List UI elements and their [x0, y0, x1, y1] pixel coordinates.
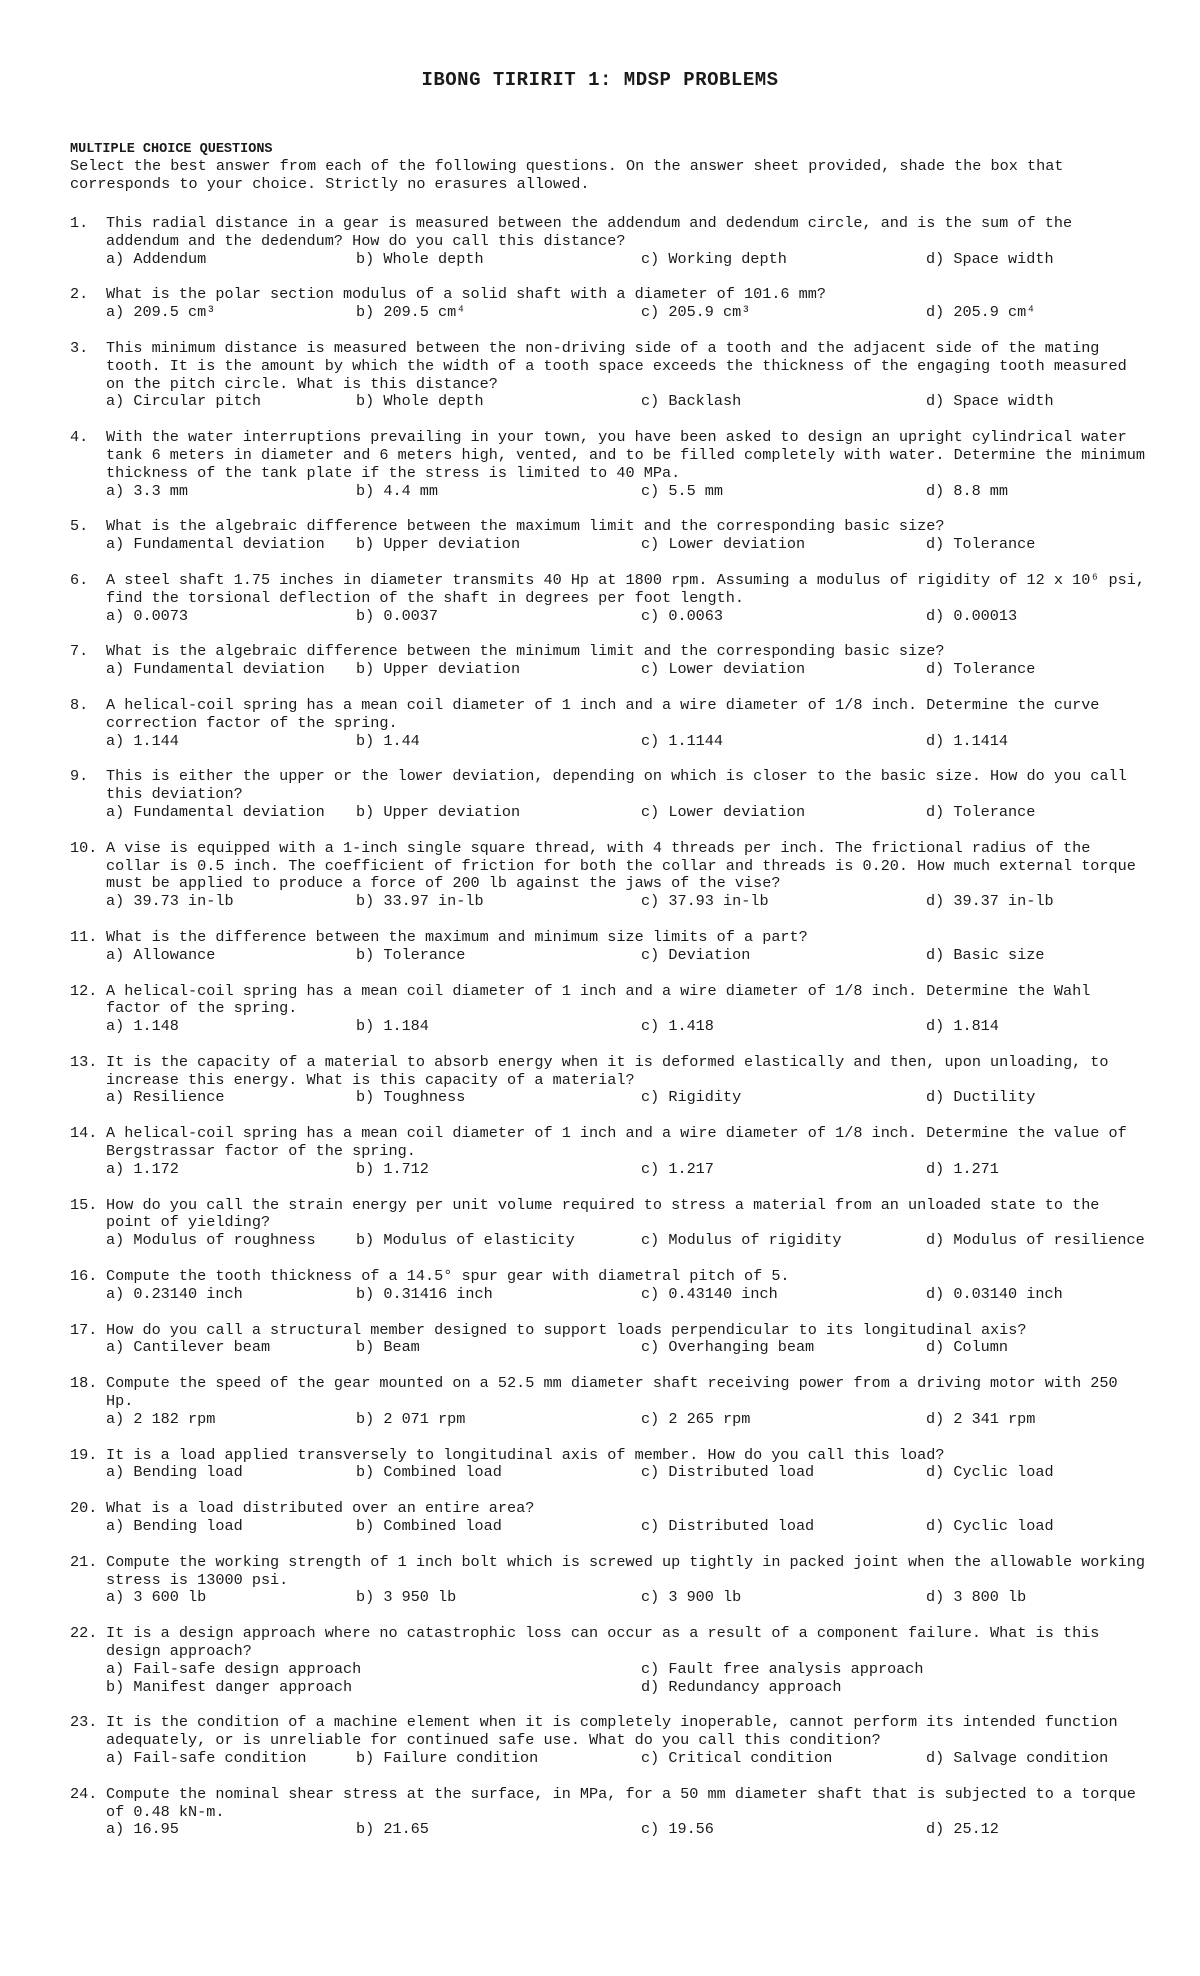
answer-options — [106, 1411, 1145, 1429]
answer-option: a) 3.3 mm — [106, 481, 189, 500]
question-number: 10. — [70, 838, 98, 857]
answer-option: c) 19.56 — [641, 1820, 714, 1839]
question-number: 22. — [70, 1624, 98, 1643]
question-item — [70, 697, 1145, 750]
answer-options — [106, 661, 1145, 679]
answer-option: a) Bending load — [106, 1463, 243, 1482]
question-item — [70, 1125, 1145, 1178]
answer-option: a) Fundamental deviation — [106, 802, 325, 821]
answer-options — [106, 1750, 1145, 1768]
question-text: It is the condition of a machine element when it is completely inoperable, cannot perform its intended function adequately, or is unreliable for continued safe use. What do you call this condition? — [106, 1713, 1118, 1750]
answer-option: d) 25.12 — [926, 1820, 999, 1839]
answer-option: b) Whole depth — [356, 249, 484, 268]
question-number: 8. — [70, 695, 89, 714]
question-text: What is the difference between the maximum and minimum size limits of a part? — [106, 927, 808, 946]
answer-option: c) Rigidity — [641, 1088, 742, 1107]
answer-option: c) Deviation — [641, 945, 751, 964]
question-item — [70, 1054, 1145, 1107]
question-text: What is the algebraic difference between the minimum limit and the corresponding basic size? — [106, 642, 945, 661]
answer-option: b) 1.712 — [356, 1159, 429, 1178]
answer-option: d) 2 341 rpm — [926, 1409, 1036, 1428]
question-number: 16. — [70, 1267, 98, 1286]
question-text: How do you call a structural member designed to support loads perpendicular to its longitudinal axis? — [106, 1320, 1027, 1339]
answer-option: d) Salvage condition — [926, 1749, 1109, 1767]
question-item — [70, 1786, 1145, 1839]
answer-option: a) Fundamental deviation — [106, 535, 325, 554]
answer-option: b) 1.184 — [356, 1017, 429, 1036]
answer-option: d) Tolerance — [926, 660, 1036, 679]
section-heading: MULTIPLE CHOICE QUESTIONS — [70, 142, 273, 157]
answer-option: d) 1.814 — [926, 1017, 999, 1036]
question-text: It is a design approach where no catastrophic loss can occur as a result of a component failure. What is this design approach? — [106, 1624, 1100, 1661]
answer-option: b) 3 950 lb — [356, 1588, 457, 1607]
question-text: This minimum distance is measured between the non-driving side of a tooth and the adjacent side of the mating tooth. It is the amount by which the width of a tooth space exceeds the thickness of the engaging tooth measured on the pitch circle. What is this distance? — [106, 338, 1127, 393]
question-number: 3. — [70, 338, 89, 357]
answer-option: c) 0.43140 inch — [641, 1284, 778, 1303]
answer-option: c) Backlash — [641, 392, 742, 411]
answer-options — [106, 1232, 1145, 1250]
answer-option: b) 4.4 mm — [356, 481, 439, 500]
question-text: Compute the speed of the gear mounted on a 52.5 mm diameter shaft receiving power from a driving motor with 250 Hp. — [106, 1374, 1118, 1411]
answer-option: c) 0.0063 — [641, 606, 724, 625]
question-number: 21. — [70, 1552, 98, 1571]
answer-option: b) 33.97 in-lb — [356, 892, 484, 911]
answer-option: d) Tolerance — [926, 802, 1036, 821]
question-number: 20. — [70, 1499, 98, 1518]
answer-option: c) 1.217 — [641, 1159, 714, 1178]
answer-option: b) Combined load — [356, 1517, 502, 1536]
answer-option: b) Manifest danger approach — [106, 1677, 353, 1696]
document-title: IBONG TIRIRIT 1: MDSP PROBLEMS — [421, 69, 779, 91]
answer-option: c) 1.1144 — [641, 731, 724, 750]
question-item — [70, 983, 1145, 1036]
answer-option: a) Resilience — [106, 1088, 225, 1107]
question-item — [70, 518, 1145, 554]
question-list — [70, 215, 1145, 1857]
question-number: 14. — [70, 1124, 98, 1143]
answer-option: c) Lower deviation — [641, 535, 806, 554]
question-item — [70, 1500, 1145, 1536]
answer-option: a) Allowance — [106, 945, 216, 964]
answer-option: a) 209.5 cm³ — [106, 303, 216, 322]
question-number: 17. — [70, 1320, 98, 1339]
answer-option: a) 0.0073 — [106, 606, 189, 625]
answer-option: c) 205.9 cm³ — [641, 303, 751, 322]
answer-option: a) Fundamental deviation — [106, 660, 325, 679]
answer-option: b) 0.31416 inch — [356, 1284, 493, 1303]
answer-option: d) Space width — [926, 392, 1054, 411]
answer-option: c) Overhanging beam — [641, 1338, 815, 1357]
answer-option: a) 1.148 — [106, 1017, 179, 1036]
answer-option: c) Modulus of rigidity — [641, 1231, 842, 1250]
answer-option: c) 1.418 — [641, 1017, 714, 1036]
answer-options — [106, 1089, 1145, 1107]
question-item — [70, 1268, 1145, 1304]
question-item — [70, 929, 1145, 965]
answer-option: c) Critical condition — [641, 1749, 833, 1767]
answer-options — [106, 536, 1145, 554]
answer-option: d) 0.03140 inch — [926, 1284, 1063, 1303]
answer-option: a) 16.95 — [106, 1820, 179, 1839]
question-number: 19. — [70, 1445, 98, 1464]
answer-options — [106, 1018, 1145, 1036]
answer-option: b) 2 071 rpm — [356, 1409, 466, 1428]
question-item — [70, 1625, 1145, 1696]
question-text: This is either the upper or the lower deviation, depending on which is closer to the basic size. How do you call this deviation? — [106, 767, 1127, 804]
answer-options — [106, 1661, 1145, 1697]
question-number: 18. — [70, 1374, 98, 1393]
answer-option: b) 21.65 — [356, 1820, 429, 1839]
answer-option: b) Upper deviation — [356, 660, 521, 679]
question-number: 24. — [70, 1784, 98, 1803]
answer-option: d) Cyclic load — [926, 1517, 1054, 1536]
question-number: 7. — [70, 642, 89, 661]
answer-option: b) Beam — [356, 1338, 420, 1357]
question-text: A helical-coil spring has a mean coil diameter of 1 inch and a wire diameter of 1/8 inch. Determine the value of Bergstrassar factor of the spring. — [106, 1124, 1127, 1161]
answer-options — [106, 947, 1145, 965]
answer-option: c) 2 265 rpm — [641, 1409, 751, 1428]
answer-option: c) Distributed load — [641, 1463, 815, 1482]
answer-option: a) 0.23140 inch — [106, 1284, 243, 1303]
answer-option: b) Whole depth — [356, 392, 484, 411]
answer-option: c) Distributed load — [641, 1517, 815, 1536]
question-number: 2. — [70, 285, 89, 304]
question-text: It is the capacity of a material to absorb energy when it is deformed elastically and then, upon unloading, to increase this energy. What is this capacity of a material? — [106, 1052, 1109, 1089]
question-item — [70, 840, 1145, 911]
answer-options — [106, 251, 1145, 269]
question-item — [70, 768, 1145, 821]
answer-option: d) Cyclic load — [926, 1463, 1054, 1482]
answer-option: a) Bending load — [106, 1517, 243, 1536]
question-text: How do you call the strain energy per unit volume required to stress a material from an unloaded state to the point of yielding? — [106, 1195, 1100, 1232]
answer-option: d) Modulus of resilience — [926, 1231, 1145, 1250]
answer-option: a) 3 600 lb — [106, 1588, 207, 1607]
question-item — [70, 1197, 1145, 1250]
question-number: 9. — [70, 767, 89, 786]
answer-option: c) 3 900 lb — [641, 1588, 742, 1607]
question-item — [70, 643, 1145, 679]
answer-option: d) 205.9 cm⁴ — [926, 303, 1036, 322]
answer-option: a) Cantilever beam — [106, 1338, 271, 1357]
answer-option: d) Column — [926, 1338, 1009, 1357]
answer-option: c) Fault free analysis approach — [641, 1659, 924, 1678]
answer-options — [106, 1339, 1145, 1357]
answer-option: a) 39.73 in-lb — [106, 892, 234, 911]
answer-option: c) Working depth — [641, 249, 787, 268]
question-text: A vise is equipped with a 1-inch single square thread, with 4 threads per inch. The frictional radius of the collar is 0.5 inch. The coefficient of friction for both the collar and threads is 0.20. How much external torque must be applied to produce a force of 200 lb against the jaws of the vise? — [106, 838, 1136, 893]
question-text: What is a load distributed over an entire area? — [106, 1499, 535, 1518]
question-item — [70, 572, 1145, 625]
answer-option: b) Toughness — [356, 1088, 466, 1107]
question-item — [70, 1375, 1145, 1428]
answer-option: a) Modulus of roughness — [106, 1231, 316, 1250]
answer-option: a) 1.172 — [106, 1159, 179, 1178]
answer-option: a) 2 182 rpm — [106, 1409, 216, 1428]
answer-options — [106, 1589, 1145, 1607]
answer-option: a) Fail-safe condition — [106, 1749, 307, 1767]
question-number: 13. — [70, 1052, 98, 1071]
question-item — [70, 429, 1145, 500]
answer-option: d) 8.8 mm — [926, 481, 1009, 500]
answer-option: d) 3 800 lb — [926, 1588, 1027, 1607]
question-number: 23. — [70, 1713, 98, 1732]
question-text: A helical-coil spring has a mean coil diameter of 1 inch and a wire diameter of 1/8 inch. Determine the curve correction factor of the spring. — [106, 695, 1100, 732]
question-number: 11. — [70, 927, 98, 946]
question-item — [70, 1447, 1145, 1483]
answer-option: d) Ductility — [926, 1088, 1036, 1107]
answer-option: b) Failure condition — [356, 1749, 539, 1767]
question-item — [70, 215, 1145, 268]
answer-option: d) Redundancy approach — [641, 1677, 842, 1696]
question-number: 5. — [70, 517, 89, 536]
answer-option: d) 1.271 — [926, 1159, 999, 1178]
answer-option: a) Circular pitch — [106, 392, 261, 411]
question-text: What is the algebraic difference between the maximum limit and the corresponding basic size? — [106, 517, 945, 536]
question-text: A helical-coil spring has a mean coil diameter of 1 inch and a wire diameter of 1/8 inch. Determine the Wahl factor of the spring. — [106, 981, 1091, 1018]
answer-option: c) 37.93 in-lb — [641, 892, 769, 911]
answer-options — [106, 733, 1145, 751]
question-number: 12. — [70, 981, 98, 1000]
question-text: This radial distance in a gear is measured between the addendum and dedendum circle, and is the sum of the addendum and the dedendum? How do you call this distance? — [106, 214, 1073, 250]
answer-options — [106, 608, 1145, 626]
question-text: What is the polar section modulus of a solid shaft with a diameter of 101.6 mm? — [106, 285, 827, 304]
question-item — [70, 1554, 1145, 1607]
question-item — [70, 340, 1145, 411]
answer-options — [106, 893, 1145, 911]
question-text: A steel shaft 1.75 inches in diameter transmits 40 Hp at 1800 rpm. Assuming a modulus of rigidity of 12 x 10⁶ psi, find the torsional deflection of the shaft in degrees per foot length. — [106, 570, 1145, 607]
answer-option: b) 209.5 cm⁴ — [356, 303, 466, 322]
question-number: 4. — [70, 428, 89, 447]
question-item — [70, 1322, 1145, 1358]
question-item — [70, 1714, 1145, 1767]
answer-option: b) 1.44 — [356, 731, 420, 750]
question-text: With the water interruptions prevailing in your town, you have been asked to design an upright cylindrical water tank 6 meters in diameter and 6 meters high, vented, and to be filled completely with water. Determine the minimum thickness of the tank plate if the stress is limited to 40 MPa. — [106, 428, 1145, 482]
answer-option: c) Lower deviation — [641, 802, 806, 821]
answer-options — [106, 304, 1145, 322]
question-number: 6. — [70, 570, 89, 589]
answer-option: a) Fail-safe design approach — [106, 1659, 362, 1678]
instructions: Select the best answer from each of the following questions. On the answer sheet provided, shade the box that corresponds to your choice. Strictly no erasures allowed. — [70, 157, 1064, 193]
answer-option: b) Modulus of elasticity — [356, 1231, 575, 1250]
question-item — [70, 286, 1145, 322]
answer-options — [106, 1518, 1145, 1536]
answer-option: d) Space width — [926, 249, 1054, 268]
answer-option: d) Basic size — [926, 945, 1045, 964]
question-text: Compute the working strength of 1 inch bolt which is screwed up tightly in packed joint when the allowable working stress is 13000 psi. — [106, 1552, 1145, 1589]
question-text: Compute the tooth thickness of a 14.5° spur gear with diametral pitch of 5. — [106, 1267, 790, 1286]
answer-option: d) 39.37 in-lb — [926, 892, 1054, 911]
answer-option: d) 0.00013 — [926, 606, 1018, 625]
answer-option: c) 5.5 mm — [641, 481, 724, 500]
answer-option: a) 1.144 — [106, 731, 179, 750]
answer-option: d) Tolerance — [926, 535, 1036, 554]
answer-option: c) Lower deviation — [641, 660, 806, 679]
answer-options — [106, 1161, 1145, 1179]
question-number: 1. — [70, 214, 89, 232]
question-text: It is a load applied transversely to longitudinal axis of member. How do you call this load? — [106, 1445, 945, 1464]
answer-option: b) Upper deviation — [356, 535, 521, 554]
answer-option: b) Tolerance — [356, 945, 466, 964]
answer-options — [106, 483, 1145, 501]
answer-options — [106, 1821, 1145, 1839]
answer-option: b) Combined load — [356, 1463, 502, 1482]
question-text: Compute the nominal shear stress at the surface, in MPa, for a 50 mm diameter shaft that is subjected to a torque of 0.48 kN-m. — [106, 1784, 1136, 1821]
question-number: 15. — [70, 1195, 98, 1214]
answer-options — [106, 804, 1145, 822]
answer-option: a) Addendum — [106, 249, 207, 268]
answer-option: d) 1.1414 — [926, 731, 1009, 750]
answer-options — [106, 1286, 1145, 1304]
answer-option: b) 0.0037 — [356, 606, 439, 625]
answer-options — [106, 393, 1145, 411]
answer-options — [106, 1464, 1145, 1482]
answer-option: b) Upper deviation — [356, 802, 521, 821]
